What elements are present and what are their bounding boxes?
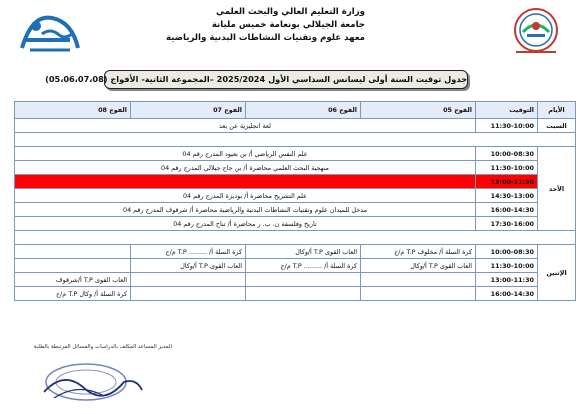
col-group-06: الفوج 06 bbox=[246, 102, 361, 119]
group-07-cell bbox=[131, 287, 246, 301]
table-row bbox=[15, 287, 576, 301]
group-08-cell bbox=[15, 245, 131, 259]
institute-line: معهد علوم وتقنيات النشاطات البدنية والرياضية bbox=[165, 33, 365, 43]
day-saturday: السبت bbox=[538, 119, 576, 133]
session-cell bbox=[15, 175, 476, 189]
time-cell: 11:30-10:00 bbox=[476, 161, 538, 175]
col-group-08: الفوج 08 bbox=[15, 102, 131, 119]
lunch-break-row bbox=[15, 175, 576, 189]
session-cell: لغة انجليزية عن بعد bbox=[15, 119, 476, 133]
table-row bbox=[15, 203, 576, 217]
table-row bbox=[15, 161, 576, 175]
session-cell: علم النفس الرياضي أ/ بن بعيود المدرج رقم 04 bbox=[15, 147, 476, 161]
group-05-cell: العاب القوى T.P أ/وكال bbox=[361, 259, 476, 273]
group-06-cell: العاب القوى T.P أ/وكال bbox=[246, 245, 361, 259]
table-row bbox=[15, 119, 576, 133]
group-06-cell bbox=[246, 273, 361, 287]
institute-logo-icon bbox=[501, 6, 571, 58]
col-group-07: الفوج 07 bbox=[131, 102, 246, 119]
group-07-cell: العاب القوى T.P أ/وكال bbox=[131, 259, 246, 273]
schedule-title: جدول توقيت السنة أولى ليسانس السداسي الأول 2025/2024 –المجموعة الثانية- الأفواج (05،06،07،08) bbox=[104, 70, 468, 89]
time-cell: 14:30-13:00 bbox=[476, 189, 538, 203]
day-sunday: الأحد bbox=[538, 147, 576, 231]
group-08-cell bbox=[15, 259, 131, 273]
time-cell: 17:30-16:00 bbox=[476, 217, 538, 231]
footer-signature-title: المدير المساعد المكلف بالدراسات والمسائل المرتبطة بالطلبة bbox=[33, 344, 172, 350]
table-row bbox=[15, 217, 576, 231]
ministry-line: وزارة التعليم العالي والبحث العلمي bbox=[216, 7, 365, 17]
session-cell: منهجية البحث العلمي محاضرة أ/ بن حاج جيلالي المدرج رقم 04 bbox=[15, 161, 476, 175]
group-06-cell bbox=[246, 287, 361, 301]
table-row bbox=[15, 147, 576, 161]
separator-row bbox=[15, 231, 576, 245]
group-06-cell: كرة السلة أ/ ......... T.P م/ج bbox=[246, 259, 361, 273]
institution-lines bbox=[105, 6, 365, 45]
time-cell: 10:00-08:30 bbox=[476, 147, 538, 161]
time-cell: 13:00-11:30 bbox=[476, 273, 538, 287]
time-cell: 11:30-10:00 bbox=[476, 119, 538, 133]
document-header bbox=[0, 0, 585, 70]
table-header-row bbox=[15, 102, 576, 119]
group-07-cell: كرة السلة أ/ ......... T.P م/ج bbox=[131, 245, 246, 259]
time-cell: 16:00-14:30 bbox=[476, 287, 538, 301]
time-cell: 10:00-08:30 bbox=[476, 245, 538, 259]
table-row bbox=[15, 189, 576, 203]
col-days: الأيام bbox=[538, 102, 576, 119]
group-08-cell: كرة السلة أ/ وكال T.P م/ج bbox=[15, 287, 131, 301]
time-cell: 13:00-11:30 bbox=[476, 175, 538, 189]
table-row bbox=[15, 245, 576, 259]
table-row bbox=[15, 273, 576, 287]
group-07-cell bbox=[131, 273, 246, 287]
group-05-cell: كرة السلة أ/ مخلوف T.P م/ج bbox=[361, 245, 476, 259]
time-cell: 16:00-14:30 bbox=[476, 203, 538, 217]
time-cell: 11:30-10:00 bbox=[476, 259, 538, 273]
col-time: التوقيت bbox=[476, 102, 538, 119]
stamp-signature-icon bbox=[24, 352, 154, 407]
col-group-05: الفوج 05 bbox=[361, 102, 476, 119]
session-cell: تاريخ وفلسفة ن. ب. ر محاضرة أ/ تناح المدرج رقم 04 bbox=[15, 217, 476, 231]
university-logo-icon bbox=[12, 4, 88, 60]
university-line: جامعة الجيلالي بونعامة خميس مليانة bbox=[211, 20, 365, 30]
session-cell: مدخل للميدان علوم وتقنيات النشاطات البدنية والرياضية محاضرة أ/ شرقوف المدرج رقم 04 bbox=[15, 203, 476, 217]
group-08-cell: العاب القوى T.P أ/شرقوف bbox=[15, 273, 131, 287]
separator-row bbox=[15, 133, 576, 147]
group-05-cell bbox=[361, 287, 476, 301]
group-05-cell bbox=[361, 273, 476, 287]
session-cell: علم التشريح محاضرة أ/ بوديزة المدرج رقم 04 bbox=[15, 189, 476, 203]
day-monday: الإثنين bbox=[538, 245, 576, 301]
schedule-table bbox=[14, 101, 576, 301]
table-row bbox=[15, 259, 576, 273]
